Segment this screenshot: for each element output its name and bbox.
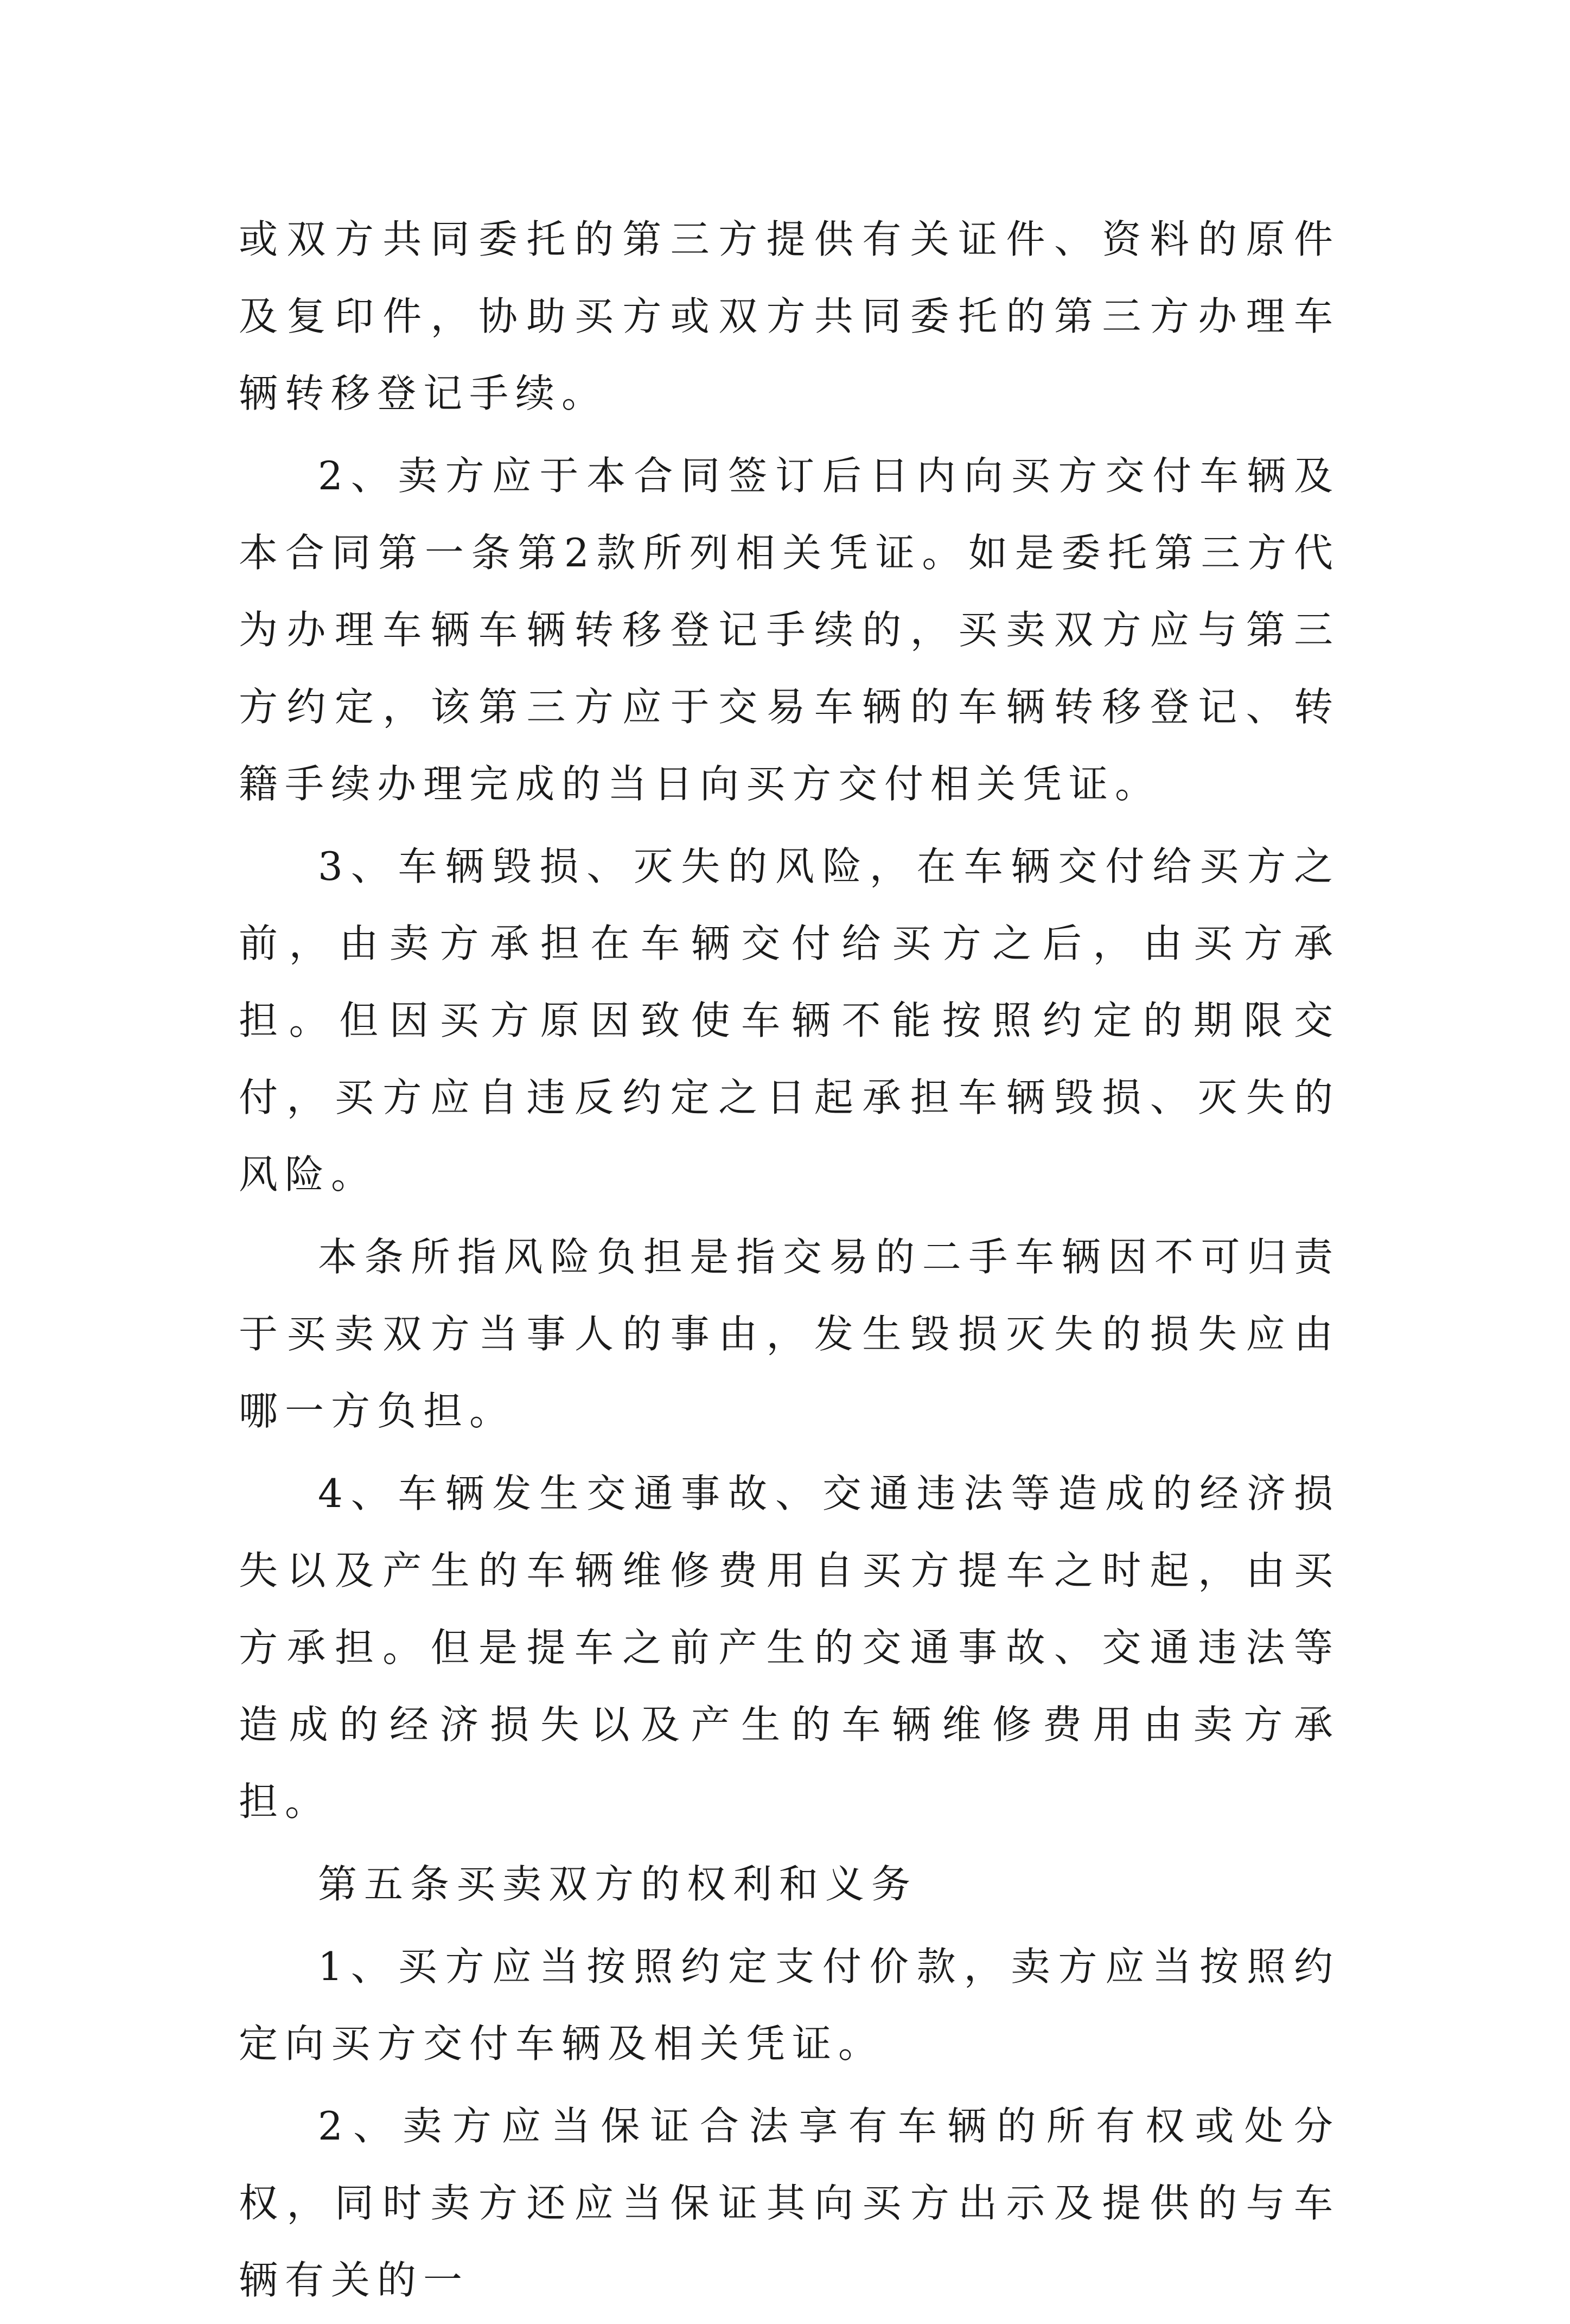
section-heading-article-5: 第五条买卖双方的权利和义务 xyxy=(318,1861,918,1907)
document-body xyxy=(239,201,1340,2324)
paragraph-clause-3-risk: 3、车辆毁损、灭失的风险，在车辆交付给买方之前，由卖方承担在车辆交付给买方之后，由买方承担。但因买方原因致使车辆不能按照约定的期限交付，买方应自违反约定之日起承担车辆毁损、灭失的风险。 xyxy=(239,844,1340,1197)
paragraph-article-5-clause-1: 1、买方应当按照约定支付价款，卖方应当按照约定向买方交付车辆及相关凭证。 xyxy=(239,1944,1340,2066)
paragraph-risk-definition: 本条所指风险负担是指交易的二手车辆因不可归责于买卖双方当事人的事由，发生毁损灭失的损失应由哪一方负担。 xyxy=(239,1234,1340,1434)
paragraph-article-5-clause-2: 2、卖方应当保证合法享有车辆的所有权或处分权，同时卖方还应当保证其向买方出示及提供的与车辆有关的一 xyxy=(239,2103,1340,2303)
paragraph-continuation: 或双方共同委托的第三方提供有关证件、资料的原件及复印件，协助买方或双方共同委托的第三方办理车辆转移登记手续。 xyxy=(239,216,1340,416)
paragraph-clause-4-accident: 4、车辆发生交通事故、交通违法等造成的经济损失以及产生的车辆维修费用自买方提车之时起，由买方承担。但是提车之前产生的交通事故、交通违法等造成的经济损失以及产生的车辆维修费用由卖方承担。 xyxy=(239,1471,1340,1824)
paragraph-clause-2-delivery: 2、卖方应于本合同签订后日内向买方交付车辆及本合同第一条第2款所列相关凭证。如是委托第三方代为办理车辆车辆转移登记手续的，买卖双方应与第三方约定，该第三方应于交易车辆的车辆转移登记、转籍手续办理完成的当日向买方交付相关凭证。 xyxy=(239,453,1340,807)
